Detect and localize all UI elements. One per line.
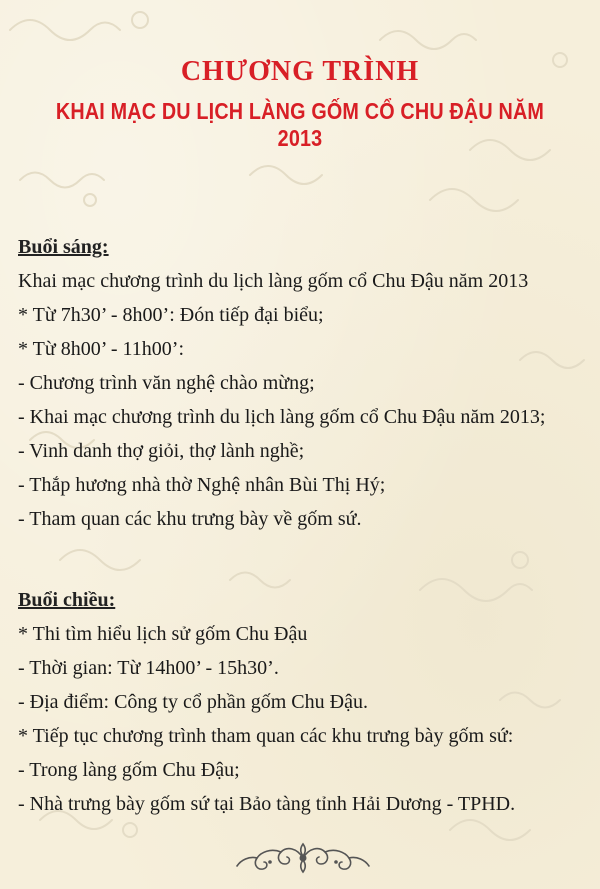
morning-line: - Chương trình văn nghệ chào mừng; — [18, 372, 315, 394]
floral-ornament-icon — [228, 836, 378, 880]
section-spacer — [18, 536, 593, 583]
afternoon-line: - Nhà trưng bày gốm sứ tại Bảo tàng tỉnh Hải Dương - TPHD. — [18, 793, 516, 815]
afternoon-line: - Địa điểm: Công ty cổ phần gốm Chu Đậu. — [18, 691, 368, 713]
morning-line: * Từ 8h00’ - 11h00’: — [18, 338, 185, 360]
morning-line: - Thắp hương nhà thờ Nghệ nhân Bùi Thị Hý; — [18, 474, 386, 496]
morning-line: - Khai mạc chương trình du lịch làng gốm cổ Chu Đậu năm 2013; — [18, 406, 546, 428]
morning-line: - Vinh danh thợ giỏi, thợ lành nghề; — [18, 440, 305, 462]
afternoon-line: * Thi tìm hiểu lịch sử gốm Chu Đậu — [18, 623, 308, 645]
page-title: CHƯƠNG TRÌNH — [180, 56, 420, 87]
afternoon-heading: Buổi chiều: — [18, 589, 116, 611]
afternoon-line: - Trong làng gốm Chu Đậu; — [18, 759, 240, 781]
page-subtitle: KHAI MẠC DU LỊCH LÀNG GỐM CỔ CHU ĐẬU NĂM 2013 — [55, 98, 545, 151]
program-content — [18, 230, 593, 821]
afternoon-line: - Thời gian: Từ 14h00’ - 15h30’. — [18, 657, 279, 679]
morning-line: Khai mạc chương trình du lịch làng gốm cổ Chu Đậu năm 2013 — [18, 270, 529, 292]
afternoon-line: * Tiếp tục chương trình tham quan các khu trưng bày gốm sứ: — [18, 725, 514, 747]
morning-heading: Buổi sáng: — [18, 236, 109, 258]
morning-line: - Tham quan các khu trưng bày về gốm sứ. — [18, 508, 362, 530]
morning-line: * Từ 7h30’ - 8h00’: Đón tiếp đại biểu; — [18, 304, 324, 326]
